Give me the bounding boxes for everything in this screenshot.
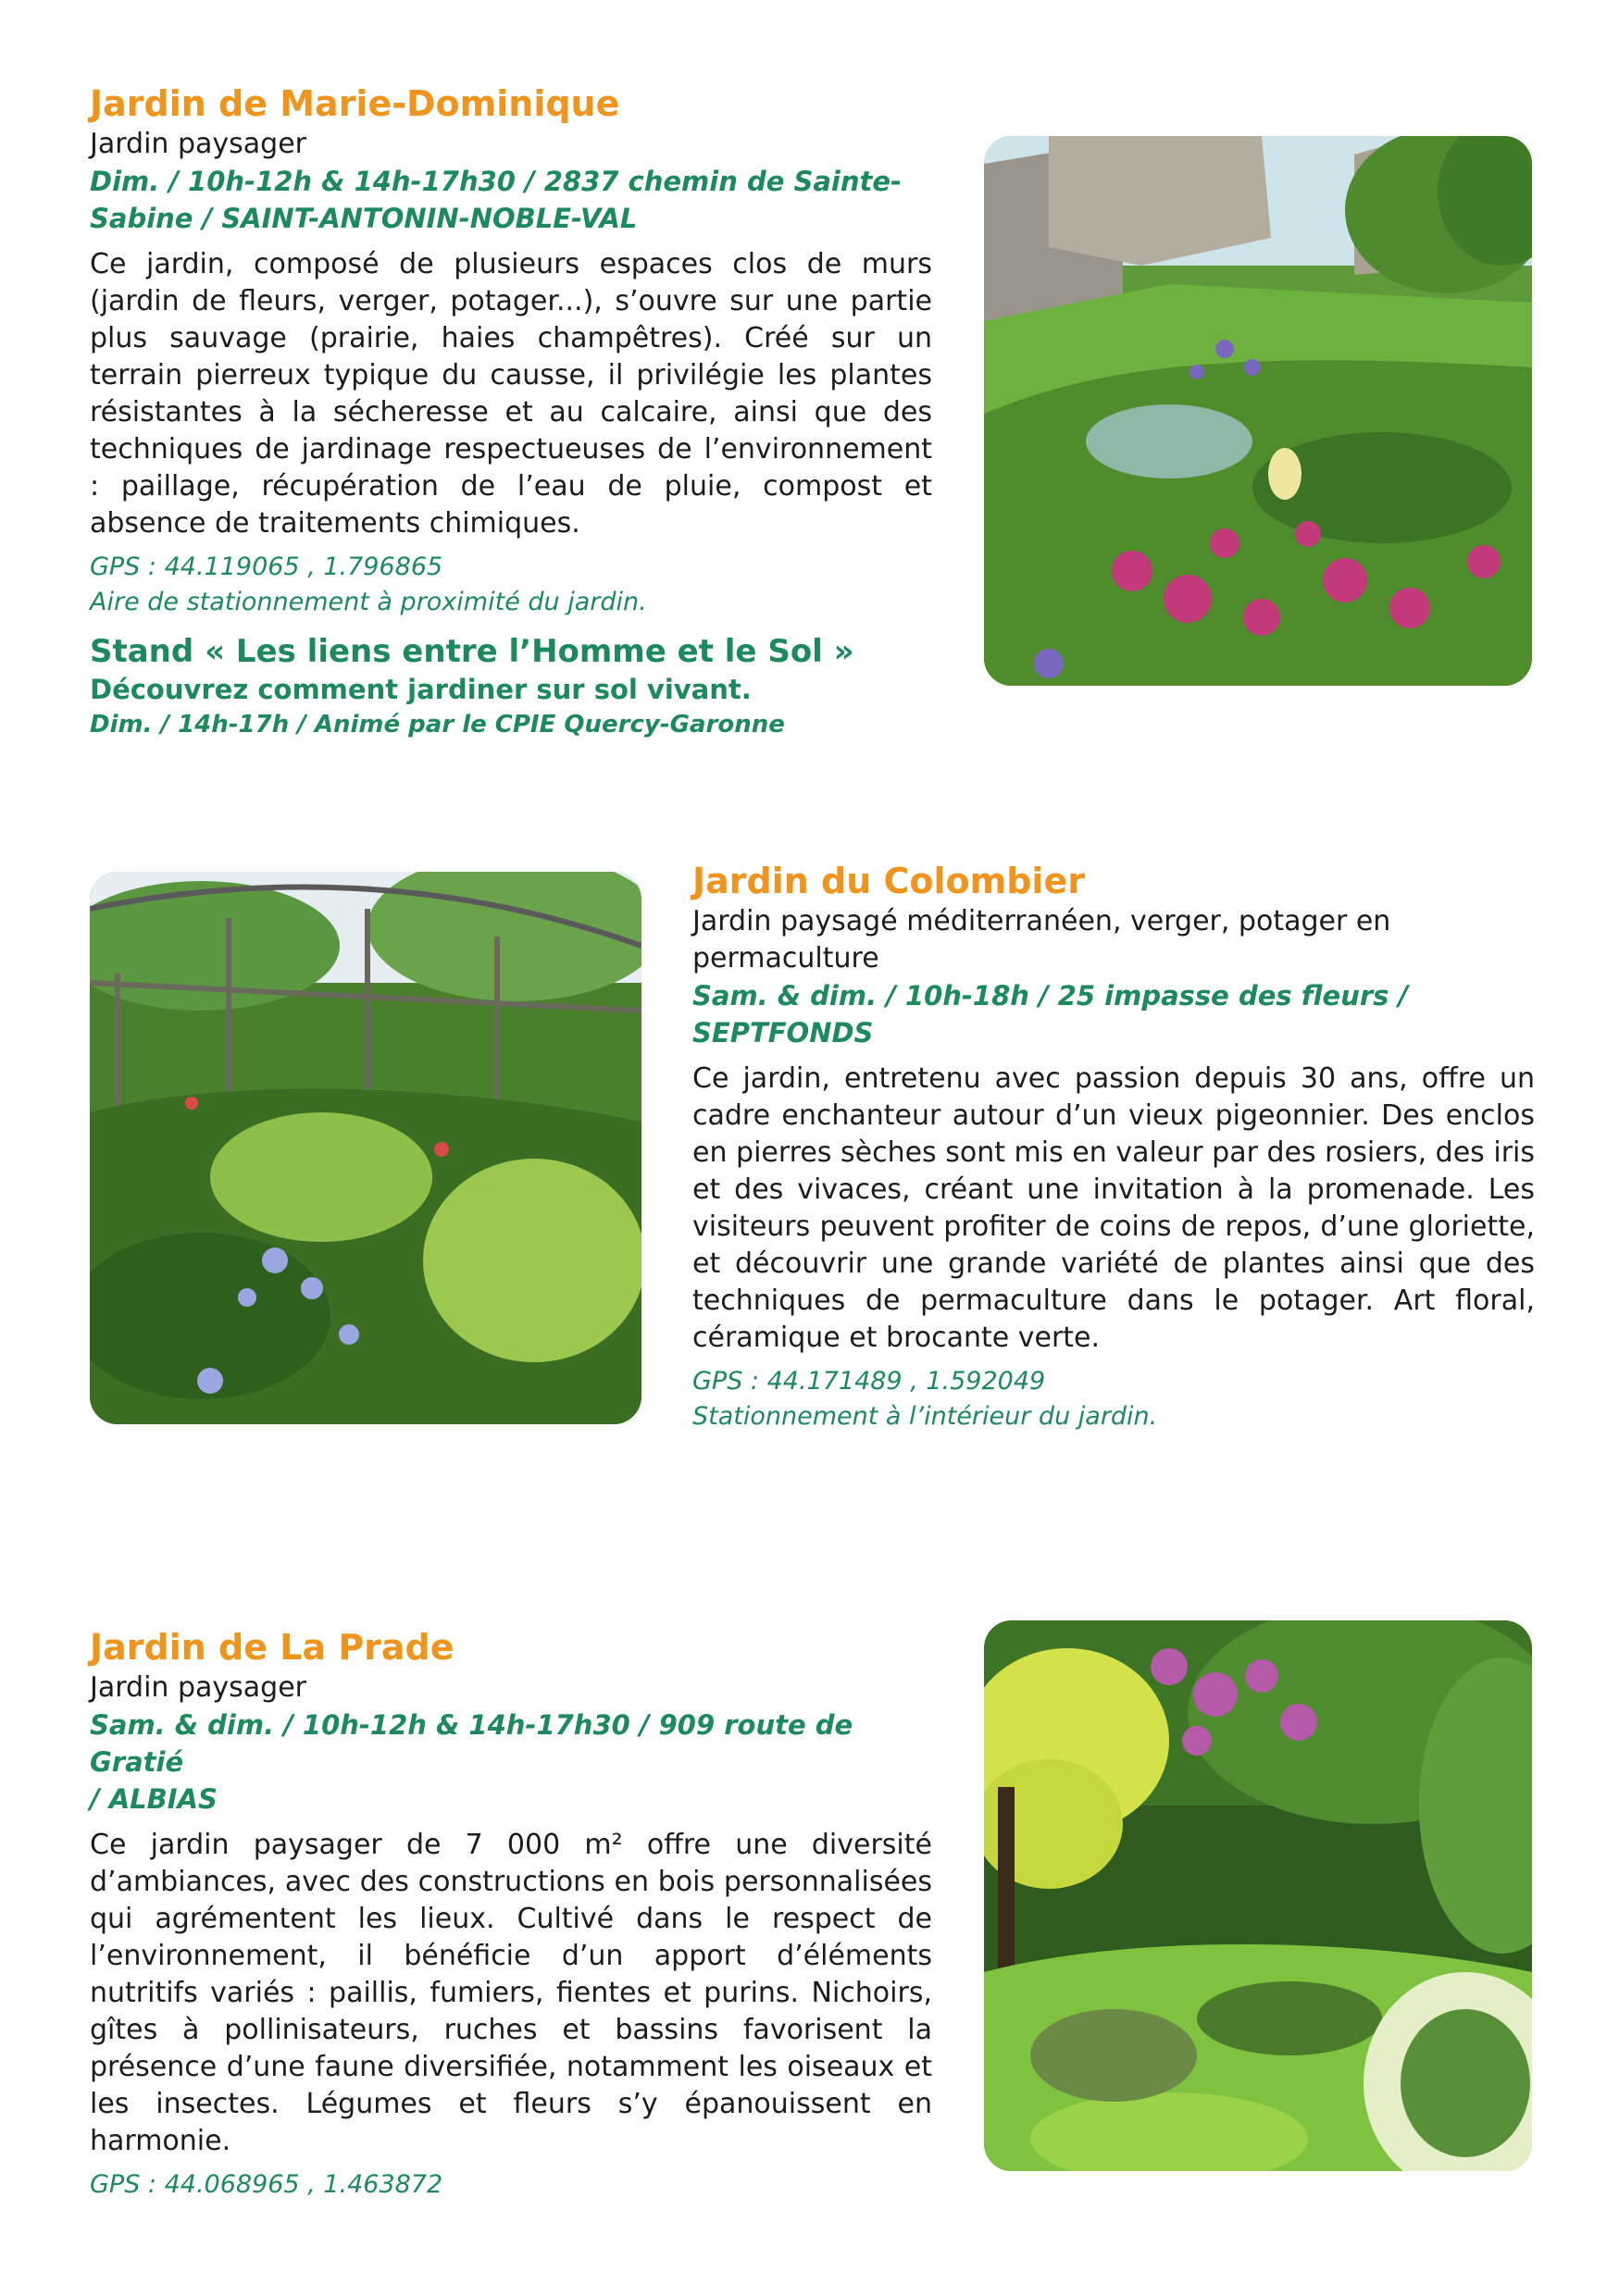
garden-1-gps: GPS : 44.119065 , 1.796865 (90, 552, 443, 581)
garden-3-description: Ce jardin paysager de 7 000 m² offre une diversité d’ambiances, avec des constructions en bois personnalisées qui agrémentent les lieux. Cultivé dans le respect de l’environnement, il bénéficie d’un apport d’éléments nutritifs variés : paillis, fumiers, fientes et purins. Nichoirs, gîtes à pollinisateurs, ruches et bassins favorisent la présence d’une faune diversifiée, notamment les oiseaux et les insectes. Légumes et fleurs s’y épanouissent en harmonie. (90, 1829, 932, 2157)
garden-2-schedule-line2: SEPTFONDS (692, 1017, 874, 1049)
garden-1-stand-subtitle: Découvrez comment jardiner sur sol vivant. (90, 674, 752, 705)
garden-3-subtitle: Jardin paysager (90, 1671, 306, 1704)
garden-1-schedule-line2: Sabine / SAINT-ANTONIN-NOBLE-VAL (90, 203, 638, 234)
garden-3 (90, 1625, 932, 2203)
garden-2-description: Ce jardin, entretenu avec passion depuis 30 ans, offre un cadre enchanteur autour d’un vieux pigeonnier. Des enclos en pierres sèches sont mis en valeur par des rosiers, des iris et des vivaces, créant une invitation à la promenade. Les visiteurs peuvent profiter de coins de repos, d’une gloriette, et découvrir une grande variété de plantes ainsi que des techniques de permaculture dans le potager. Art floral, céramique et brocante verte. (692, 1062, 1535, 1354)
garden-3-photo (984, 1620, 1532, 2171)
garden-1-parking: Aire de stationnement à proximité du jardin. (90, 588, 647, 616)
garden-1-title: Jardin de Marie-Dominique (90, 83, 620, 124)
garden-2 (692, 859, 1535, 1434)
garden-2-parking: Stationnement à l’intérieur du jardin. (692, 1402, 1158, 1431)
garden-1-description: Ce jardin, composé de plusieurs espaces clos de murs (jardin de fleurs, verger, potager...), s’ouvre sur une partie plus sauvage (prairie, haies champêtres). Créé sur un terrain pierreux typique du causse, il privilégie les plantes résistantes à la sécheresse et au calcaire, ainsi que des techniques de jardinage respectueuses de l’environnement : paillage, récupération de l’eau de pluie, compost et absence de traitements chimiques. (90, 248, 932, 540)
garden-2-schedule-line1: Sam. & dim. / 10h-18h / 25 impasse des fleurs / (692, 980, 1409, 1011)
garden-1 (90, 81, 932, 742)
garden-1-stand-schedule: Dim. / 14h-17h / Animé par le CPIE Quercy-Garonne (90, 711, 785, 738)
garden-1-stand-title: Stand « Les liens entre l’Homme et le Sol » (90, 633, 854, 670)
garden-1-schedule-line1: Dim. / 10h-12h & 14h-17h30 / 2837 chemin de Sainte- (90, 166, 903, 197)
garden-2-gps: GPS : 44.171489 , 1.592049 (692, 1367, 1046, 1396)
garden-3-gps: GPS : 44.068965 , 1.463872 (90, 2170, 443, 2199)
garden-2-title: Jardin du Colombier (692, 861, 1085, 901)
garden-3-title: Jardin de La Prade (90, 1627, 455, 1668)
garden-1-photo (984, 136, 1532, 686)
garden-3-schedule-line2: / ALBIAS (90, 1783, 218, 1815)
garden-2-subtitle: Jardin paysagé méditerranéen, verger, potager en permaculture (692, 905, 1391, 974)
garden-2-photo (90, 872, 641, 1424)
garden-1-subtitle: Jardin paysager (90, 128, 306, 160)
garden-3-schedule-line1: Sam. & dim. / 10h-12h & 14h-17h30 / 909 route de Gratié (90, 1709, 853, 1778)
